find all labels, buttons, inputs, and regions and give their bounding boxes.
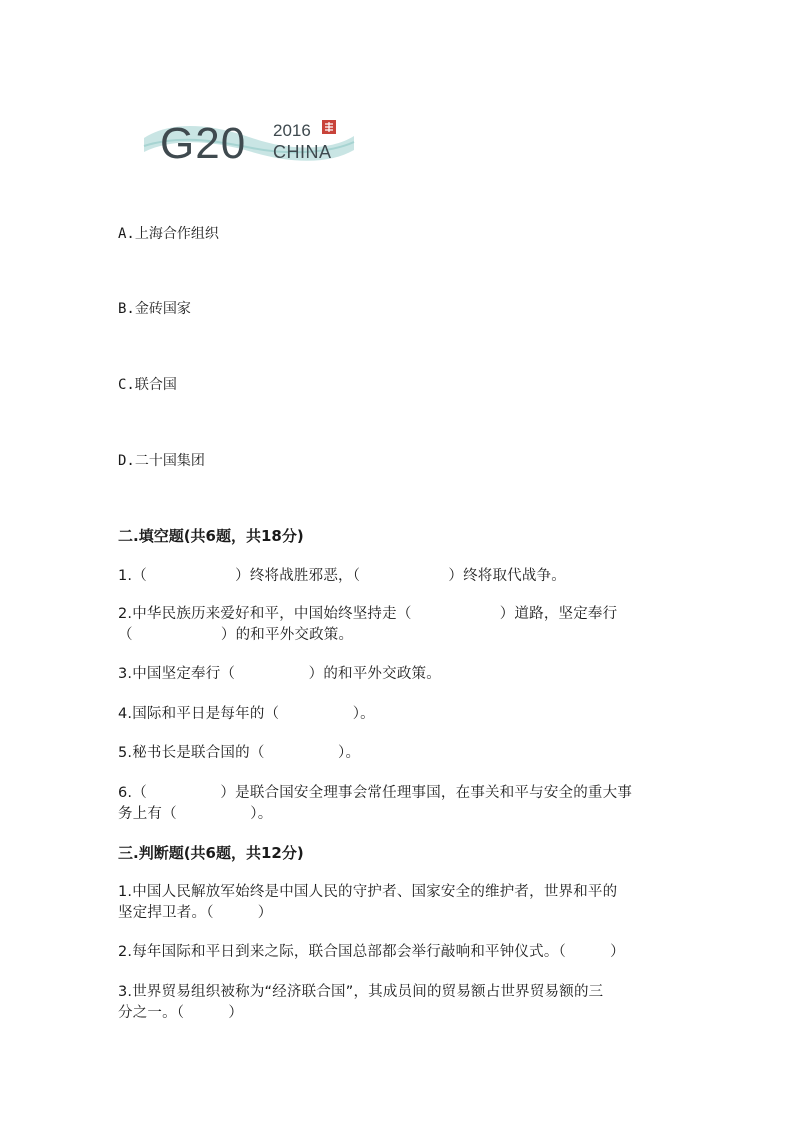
judge-question-3	[118, 982, 678, 1024]
fill-question-1	[118, 566, 678, 587]
question-text: 2.每年国际和平日到来之际，联合国总部都会举行敲响和平钟仪式。（ ）	[118, 944, 625, 960]
fill-question-4	[118, 704, 678, 725]
option-d: D.二十国集团	[118, 453, 205, 469]
fill-question-6	[118, 783, 678, 825]
question-text: 分之一。（ ）	[118, 1005, 244, 1021]
question-text: 1.中国人民解放军始终是中国人民的守护者、国家安全的维护者，世界和平的	[118, 884, 618, 900]
fill-question-3	[118, 664, 678, 685]
section-title-fill-in: 二.填空题(共6题，共18分)	[118, 527, 304, 545]
fill-question-5	[118, 743, 678, 764]
question-text: 6.（ ）是联合国安全理事会常任理事国，在事关和平与安全的重大事	[118, 785, 633, 801]
question-text: 3.中国坚定奉行（ ）的和平外交政策。	[118, 666, 441, 682]
g20-logo	[142, 112, 362, 168]
section-title-true-false: 三.判断题(共6题，共12分)	[118, 844, 304, 862]
logo-country: CHINA	[273, 142, 332, 162]
option-a: A.上海合作组织	[118, 226, 219, 242]
question-text: 坚定捍卫者。（ ）	[118, 905, 273, 921]
question-text: 5.秘书长是联合国的（ ）。	[118, 745, 361, 761]
option-c: C.联合国	[118, 377, 177, 393]
judge-question-2	[118, 942, 678, 963]
question-text: 1.（ ）终将战胜邪恶，（ ）终将取代战争。	[118, 568, 566, 584]
question-text: 3.世界贸易组织被称为“经济联合国”，其成员间的贸易额占世界贸易额的三	[118, 984, 604, 1000]
option-b: B.金砖国家	[118, 301, 191, 317]
judge-question-1	[118, 882, 678, 924]
question-text: 务上有（ ）。	[118, 806, 273, 822]
fill-question-2	[118, 604, 678, 646]
logo-mark: G20	[160, 119, 247, 168]
logo-year: 2016	[273, 121, 311, 140]
question-text: 2.中华民族历来爱好和平，中国始终坚持走（ ）道路，坚定奉行	[118, 606, 618, 622]
question-text: （ ）的和平外交政策。	[118, 627, 354, 643]
question-text: 4.国际和平日是每年的（ ）。	[118, 706, 375, 722]
